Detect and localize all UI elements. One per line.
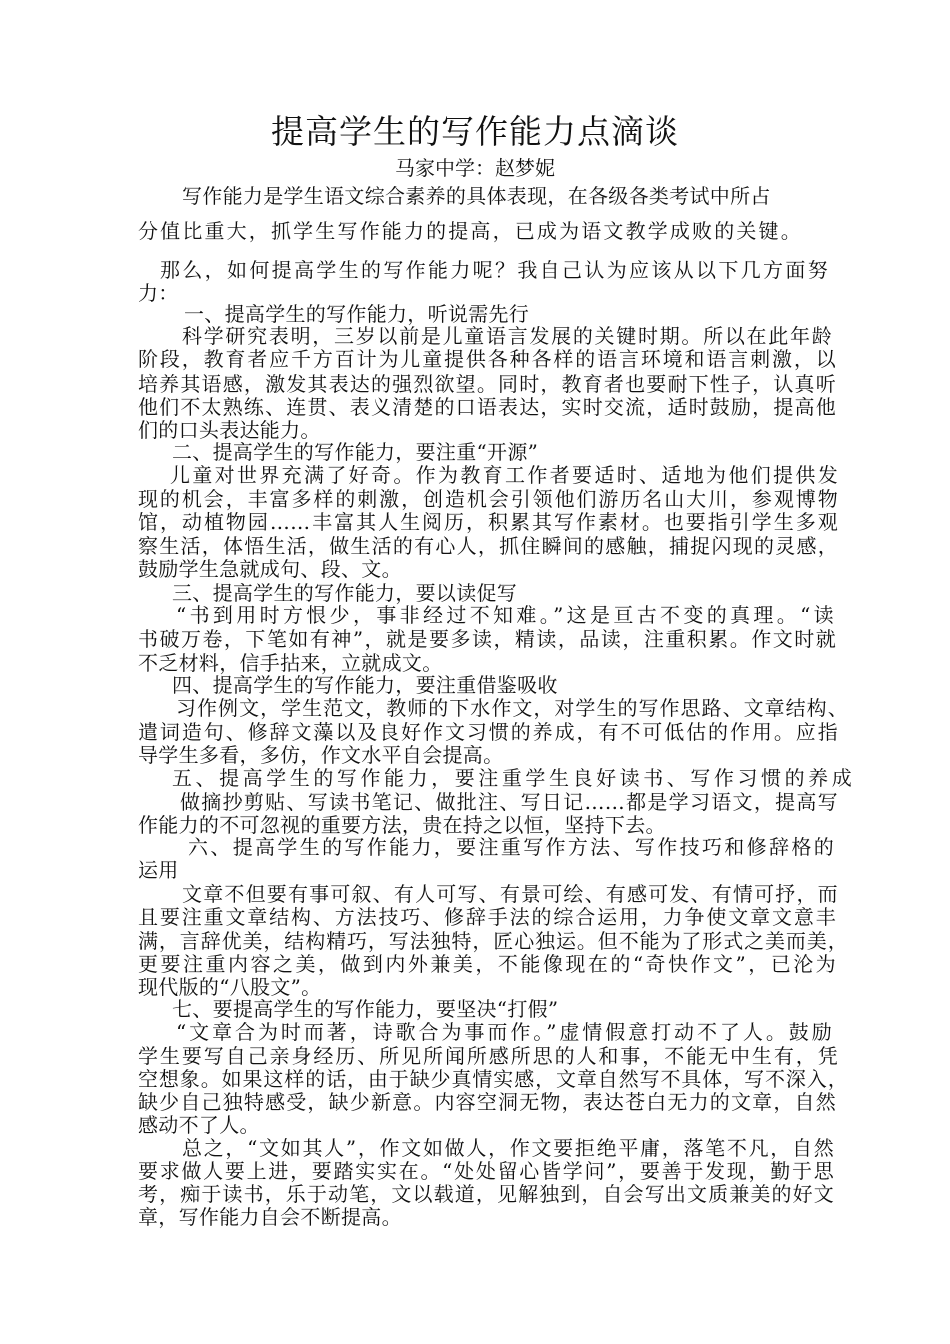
paragraph-line: 导学生多看，多仿，作文水平自会提高。 bbox=[138, 743, 504, 767]
paragraph-line: 馆，动植物园……丰富其人生阅历，积累其写作素材。也要指引学生多观 bbox=[138, 510, 838, 534]
paragraph-line: 不乏材料，信手拈来，立就成文。 bbox=[138, 651, 443, 675]
paragraph-line: 文章不但要有事可叙、有人可写、有景可绘、有感可发、有情可抒，而 bbox=[182, 882, 838, 906]
paragraph-line: 察生活，体悟生活，做生活的有心人，抓住瞬间的感触，捕捉闪现的灵感， bbox=[138, 534, 838, 558]
paragraph-line: 满，言辞优美，结构精巧，写法独特，匠心独运。但不能为了形式之美而美， bbox=[138, 929, 848, 953]
paragraph-line: 要求做人要上进，要踏实实在。“处处留心皆学问”，要善于发现，勤于思 bbox=[138, 1159, 834, 1183]
paragraph-line: 习作例文，学生范文，教师的下水作文，对学生的写作思路、文章结构、 bbox=[176, 696, 848, 720]
paragraph-line: 遣词造句、修辞文藻以及良好作文习惯的养成，有不可低估的作用。应指 bbox=[138, 720, 838, 744]
paragraph-line: 现代版的“八股文”。 bbox=[138, 975, 322, 999]
paragraph-line: “书到用时方恨少，事非经过不知难。”这是亘古不变的真理。“读 bbox=[176, 603, 834, 627]
paragraph-line: 写作能力是学生语文综合素养的具体表现，在各级各类考试中所占 bbox=[182, 184, 771, 208]
paragraph-line: 且要注重文章结构、方法技巧、修辞手法的综合运用，力争使文章文意丰 bbox=[138, 905, 836, 929]
paragraph-line: 考，痴于读书，乐于动笔，文以载道，见解独到，自会写出文质兼美的好文 bbox=[138, 1182, 834, 1206]
paragraph-line: 那么，如何提高学生的写作能力呢？我自己认为应该从以下几方面努 bbox=[160, 258, 828, 282]
section-heading: 二、提高学生的写作能力，要注重“开源” bbox=[172, 440, 539, 464]
paragraph-line: 缺少自己独特感受，缺少新意。内容空洞无物，表达苍白无力的文章，自然 bbox=[138, 1090, 836, 1114]
paragraph-line: 们的口头表达能力。 bbox=[138, 418, 321, 442]
paragraph-line: 鼓励学生急就成句、段、文。 bbox=[138, 557, 402, 581]
section-heading: 七、要提高学生的写作能力，要坚决“打假” bbox=[172, 997, 559, 1021]
section-heading: 一、提高学生的写作能力，听说需先行 bbox=[184, 302, 530, 326]
paragraph-line: 他们不太熟练、连贯、表义清楚的口语表达，实时交流，适时鼓励，提高他 bbox=[138, 395, 836, 419]
paragraph-line: 阶段，教育者应千方百计为儿童提供各种各样的语言环境和语言刺激，以 bbox=[138, 347, 836, 371]
section-heading: 运用 bbox=[138, 858, 179, 882]
paragraph-line: 分值比重大，抓学生写作能力的提高，已成为语文教学成败的关键。 bbox=[138, 219, 801, 243]
paragraph-line: 作能力的不可忽视的重要方法，贵在持之以恒，坚持下去。 bbox=[138, 813, 666, 837]
paragraph-line: 书破万卷，下笔如有神”，就是要多读，精读，品读，注重积累。作文时就 bbox=[138, 627, 836, 651]
paragraph-line: 儿童对世界充满了好奇。作为教育工作者要适时、适地为他们提供发 bbox=[170, 463, 838, 487]
paragraph-line: 更要注重内容之美，做到内外兼美，不能像现在的“奇快作文”，已沦为 bbox=[138, 952, 836, 976]
document-title: 提高学生的写作能力点滴谈 bbox=[271, 112, 679, 151]
paragraph-line: 现的机会，丰富多样的刺激，创造机会引领他们游历名山大川，参观博物 bbox=[138, 487, 838, 511]
paragraph-line: 培养其语感，激发其表达的强烈欲望。同时，教育者也要耐下性子，认真听 bbox=[138, 372, 836, 396]
paragraph-line: 做摘抄剪贴、写读书笔记、做批注、写日记……都是学习语文，提高写 bbox=[180, 790, 838, 814]
paragraph-line: 总之，“文如其人”，作文如做人，作文要拒绝平庸，落笔不凡，自然 bbox=[182, 1136, 834, 1160]
section-heading: 五、提高学生的写作能力，要注重学生良好读书、写作习惯的养成 bbox=[172, 766, 852, 790]
paragraph-line: “文章合为时而著，诗歌合为事而作。”虚情假意打动不了人。鼓励 bbox=[176, 1020, 832, 1044]
paragraph-line: 章，写作能力自会不断提高。 bbox=[138, 1205, 402, 1229]
paragraph-line: 感动不了人。 bbox=[138, 1113, 260, 1137]
paragraph-line: 空想象。如果这样的话，由于缺少真情实感，文章自然写不具体，写不深入， bbox=[138, 1067, 848, 1091]
author-line: 马家中学：赵梦妮 bbox=[395, 156, 555, 180]
paragraph-line: 力： bbox=[138, 281, 179, 305]
section-heading: 六、提高学生的写作能力，要注重写作方法、写作技巧和修辞格的 bbox=[188, 835, 834, 859]
section-heading: 三、提高学生的写作能力，要以读促写 bbox=[172, 581, 518, 605]
paragraph-line: 科学研究表明，三岁以前是儿童语言发展的关键时期。所以在此年龄 bbox=[182, 324, 832, 348]
section-heading: 四、提高学生的写作能力，要注重借鉴吸收 bbox=[172, 673, 558, 697]
paragraph-line: 学生要写自己亲身经历、所见所闻所感所思的人和事，不能无中生有，凭 bbox=[138, 1044, 838, 1068]
